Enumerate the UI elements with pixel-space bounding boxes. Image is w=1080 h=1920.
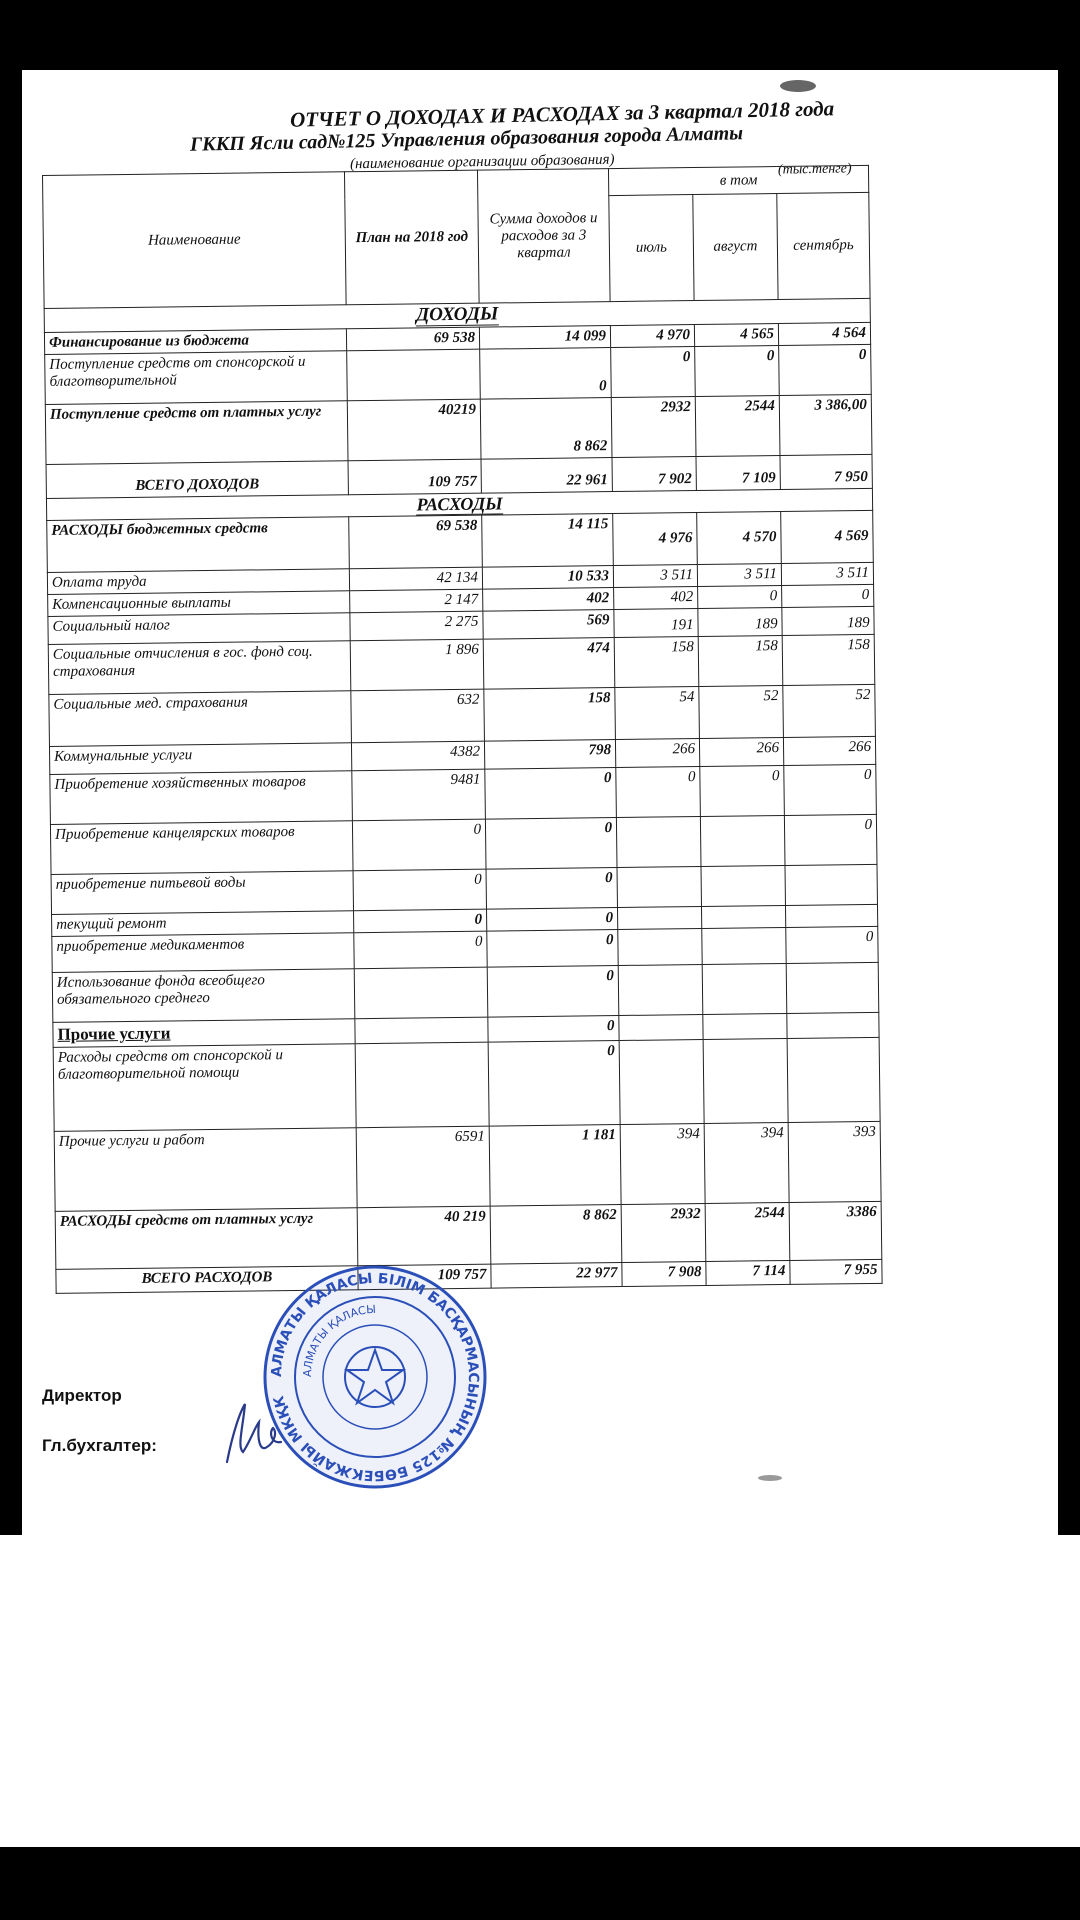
- row-name: Использование фонда всеобщего обязательного среднего: [52, 969, 355, 1023]
- table-row: [54, 1121, 881, 1211]
- cell-jul: 54: [615, 687, 700, 740]
- cell-aug: 0: [700, 765, 785, 816]
- cell-plan: 2 275: [350, 611, 483, 641]
- organization-caption: (наименование организации образования): [349, 151, 615, 173]
- header-july: июль: [609, 195, 694, 302]
- cell-sep: 158: [782, 634, 875, 685]
- cell-plan: 0: [354, 909, 487, 933]
- cell-plan: 2 147: [350, 589, 483, 613]
- cell-aug: [702, 963, 787, 1014]
- cell-aug: [700, 815, 785, 866]
- cell-aug: 7 109: [696, 456, 780, 491]
- cell-sep: 3 386,00: [779, 394, 872, 455]
- cell-sep: 7 950: [780, 454, 872, 489]
- cell-plan: 69 538: [346, 327, 479, 351]
- cell-sep: 4 569: [781, 510, 874, 563]
- row-name: Приобретение канцелярских товаров: [50, 821, 353, 875]
- report-title: ОТЧЕТ О ДОХОДАХ И РАСХОДАХ за 3 квартал 2018 года: [289, 96, 835, 132]
- cell-sep: 3386: [789, 1201, 882, 1260]
- cell-plan: 69 538: [349, 515, 483, 569]
- cell-aug: [701, 865, 785, 906]
- cell-jul: 402: [614, 587, 698, 610]
- cell-sum: 0: [488, 1041, 620, 1127]
- cell-sep: 0: [784, 814, 877, 865]
- cell-sep: [787, 1012, 879, 1038]
- cell-sum: 158: [484, 688, 616, 742]
- cell-plan: [355, 1042, 489, 1128]
- cell-sum: 14 099: [479, 326, 610, 350]
- cell-plan: 632: [351, 689, 485, 743]
- cell-aug: 2544: [695, 396, 780, 457]
- signature: [215, 1392, 295, 1472]
- row-name: РАСХОДЫ бюджетных средств: [47, 517, 350, 573]
- units-label: (тыс.тенге): [777, 161, 852, 178]
- report-table: [42, 165, 883, 1294]
- cell-plan: [355, 1017, 488, 1044]
- cell-plan: 109 757: [358, 1264, 491, 1290]
- header-august: август: [693, 194, 778, 301]
- header-september: сентябрь: [777, 193, 870, 300]
- cell-sum: 0: [485, 818, 617, 870]
- cell-sum: 0: [486, 868, 617, 910]
- cell-sum: 0: [480, 348, 612, 400]
- cell-aug: 394: [704, 1122, 789, 1203]
- row-name: Поступление средств от платных услуг: [45, 401, 348, 465]
- table-row: [45, 394, 872, 464]
- cell-plan: [347, 349, 481, 401]
- cell-sum: 8 862: [490, 1205, 622, 1265]
- row-name: Прочие услуги: [53, 1019, 355, 1048]
- cell-sum: 10 533: [482, 566, 613, 590]
- cell-sep: 393: [788, 1121, 881, 1202]
- cell-sum: 402: [483, 588, 614, 612]
- cell-plan: 6591: [356, 1126, 490, 1208]
- header-plan: План на 2018 год: [344, 170, 479, 305]
- cell-jul: 2932: [611, 397, 696, 458]
- cell-plan: 4382: [351, 741, 484, 771]
- cell-jul: [619, 1014, 703, 1040]
- cell-plan: 40 219: [357, 1206, 491, 1266]
- cell-sum: 0: [488, 1016, 619, 1043]
- cell-sep: 7 955: [790, 1259, 882, 1284]
- cell-aug: 4 570: [697, 512, 782, 565]
- cell-sep: [785, 904, 877, 927]
- cell-sum: 1 181: [489, 1125, 621, 1207]
- row-name: Поступление средств от спонсорской и благотворительной: [45, 351, 348, 405]
- cell-plan: [354, 967, 488, 1019]
- header-sum: Сумма доходов и расходов за 3 квартал: [477, 169, 610, 304]
- cell-aug: 3 511: [697, 563, 781, 586]
- cell-plan: 109 757: [348, 459, 481, 495]
- cell-sep: 52: [783, 684, 876, 737]
- cell-jul: 4 976: [613, 513, 698, 566]
- cell-aug: 266: [699, 737, 783, 766]
- row-name: Социальный налог: [48, 613, 350, 645]
- cell-sum: 8 862: [480, 398, 612, 460]
- cell-plan: 0: [353, 869, 486, 911]
- cell-aug: [703, 1013, 787, 1039]
- cell-plan: 0: [354, 931, 487, 969]
- row-name: РАСХОДЫ средств от платных услуг: [55, 1208, 358, 1270]
- cell-sum: 22 977: [491, 1262, 622, 1288]
- report-table-container: [42, 165, 882, 1294]
- cell-jul: [618, 928, 702, 965]
- row-name: Социальные отчисления в гос. фонд соц. страхования: [48, 641, 351, 695]
- organization-name: ГККП Ясли сад№125 Управления образования города Алматы: [189, 122, 744, 156]
- cell-sum: 0: [487, 908, 618, 932]
- cell-sep: [787, 1037, 880, 1122]
- cell-sum: 0: [487, 930, 618, 968]
- cell-aug: 0: [695, 346, 780, 397]
- table-row: [55, 1201, 882, 1269]
- smudge: [758, 1475, 782, 1481]
- cell-sep: 266: [783, 736, 875, 765]
- cell-jul: [616, 817, 701, 868]
- stamp-inner-text: АЛМАТЫ ҚАЛАСЫ: [300, 1302, 377, 1378]
- cell-aug: 0: [698, 585, 782, 608]
- cell-aug: [701, 905, 785, 928]
- row-name: Расходы средств от спонсорской и благотворительной помощи: [53, 1044, 356, 1132]
- header-name: Наименование: [43, 172, 347, 309]
- row-name: ВСЕГО ДОХОДОВ: [46, 461, 348, 499]
- cell-sep: 0: [782, 584, 874, 607]
- row-name: Оплата труда: [47, 569, 349, 595]
- row-name: Коммунальные услуги: [49, 743, 351, 775]
- row-name: ВСЕГО РАСХОДОВ: [56, 1266, 358, 1294]
- cell-sep: [785, 864, 877, 905]
- cell-sep: [786, 962, 879, 1013]
- cell-aug: 158: [698, 635, 783, 686]
- cell-jul: 0: [616, 767, 701, 818]
- cell-sep: 0: [784, 764, 877, 815]
- header-including: в том: [608, 165, 868, 196]
- cell-jul: 7 908: [622, 1261, 706, 1286]
- cell-plan: 42 134: [349, 567, 482, 591]
- bottom-bar: [0, 1847, 1080, 1920]
- row-name: текущий ремонт: [52, 911, 354, 937]
- table-row: [53, 1037, 880, 1131]
- row-name: Прочие услуги и работ: [54, 1128, 357, 1212]
- cell-aug: 189: [698, 607, 782, 636]
- cell-plan: 9481: [352, 769, 486, 821]
- cell-jul: 191: [614, 609, 698, 638]
- cell-jul: 266: [615, 739, 699, 768]
- cell-jul: 2932: [621, 1203, 706, 1262]
- cell-sum: 0: [485, 768, 617, 820]
- cell-sum: 474: [483, 638, 615, 690]
- accountant-label: Гл.бухгалтер:: [42, 1436, 157, 1455]
- cell-aug: 2544: [705, 1202, 790, 1261]
- cell-aug: 7 114: [706, 1260, 790, 1285]
- cell-sep: 0: [779, 344, 872, 395]
- cell-aug: 52: [699, 685, 784, 738]
- cell-jul: [617, 906, 701, 929]
- cell-sum: 22 961: [481, 458, 612, 494]
- cell-plan: 1 896: [350, 639, 484, 691]
- cell-sep: 3 511: [781, 562, 873, 585]
- cell-sum: 0: [487, 966, 619, 1018]
- cell-sep: 4 564: [778, 322, 870, 345]
- row-name: Компенсационные выплаты: [48, 591, 350, 617]
- cell-jul: 158: [614, 637, 699, 688]
- cell-jul: [617, 867, 701, 908]
- cell-sep: 0: [786, 926, 878, 963]
- expense-section-header: РАСХОДЫ: [46, 488, 872, 520]
- cell-aug: [703, 1038, 788, 1123]
- stamp-outer-text: АЛМАТЫ ҚАЛАСЫ БІЛІМ БАСҚАРМАСЫНЫҢ №125 БӨБЕКЖАЙЫ МКҚК: [268, 1270, 482, 1484]
- cell-jul: [619, 1039, 704, 1124]
- cell-plan: 0: [352, 819, 486, 871]
- cell-sep: 189: [782, 606, 874, 635]
- row-name: приобретение питьевой воды: [51, 871, 353, 915]
- row-name: Финансирование из бюджета: [44, 329, 346, 355]
- cell-jul: 394: [620, 1123, 705, 1204]
- blank-area: [0, 1535, 1080, 1847]
- cell-plan: 40219: [347, 399, 481, 461]
- cell-sum: 798: [484, 740, 615, 770]
- cell-aug: [702, 927, 786, 964]
- cell-jul: 0: [611, 347, 696, 398]
- cell-jul: 3 511: [613, 565, 697, 588]
- cell-sum: 14 115: [482, 514, 614, 568]
- cell-jul: 4 970: [610, 325, 694, 348]
- smudge: [780, 80, 816, 92]
- cell-jul: 7 902: [612, 457, 696, 492]
- cell-sum: 569: [483, 610, 614, 640]
- row-name: Приобретение хозяйственных товаров: [50, 771, 353, 825]
- cell-jul: [618, 964, 703, 1015]
- row-name: Социальные мед. страхования: [49, 691, 352, 747]
- director-label: Директор: [42, 1386, 122, 1405]
- income-section-header: ДОХОДЫ: [44, 298, 870, 332]
- cell-aug: 4 565: [694, 324, 778, 347]
- row-name: приобретение медикаментов: [52, 933, 354, 973]
